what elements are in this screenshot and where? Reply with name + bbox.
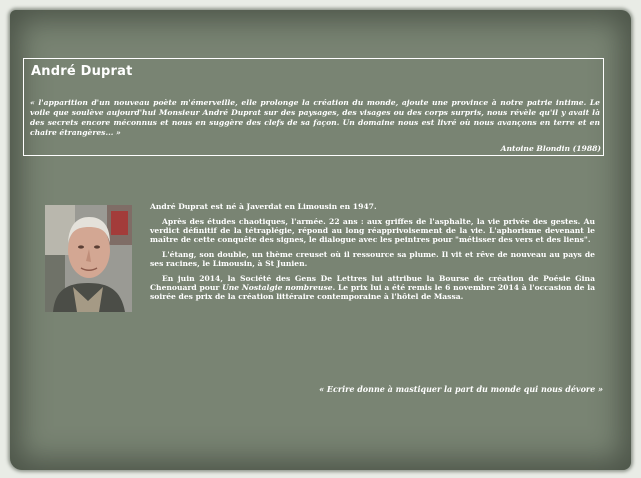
bio-prize-text-after: . Le prix lui a été remis le 6 novembre 2014 à l'occasion de la soirée des prix de la création littéraire contemporaine à l'hôtel de Massa. [150,283,596,301]
bio-prize-text-before: En juin 2014, la Société des Gens De Lettres lui attribue la Bourse de création de Poésie Gina Chenouard pour [150,274,595,292]
author-portrait [45,205,132,312]
biography [150,202,595,307]
book-title: Une Nostalgie nombreuse [222,283,333,292]
bio-birth: André Duprat est né à Javerdat en Limousin en 1947. [150,202,377,211]
bio-life: Après des études chaotiques, l'armée. 22 ans : aux griffes de l'asphalte, la vie privée des gestes. Au verdict définitif de la tétraplégie, répond au long réapprivoisement de la vie. L'aphorisme devenant le maître de cette conquête des signes, le dialogue avec les peintres pour "métisser des vers et des liens". [150,217,595,244]
bio-etang: L'étang, son double, un thème creuset où il ressource sa plume. Il vit et rêve de nouveau au pays de ses racines, le Limousin, à St Junien. [150,250,595,268]
quote-attribution: Antoine Blondin (1988) [500,144,601,153]
bio-prize [150,274,595,301]
author-name: André Duprat [31,64,133,79]
header-quote: « l'apparition d'un nouveau poète m'émerveille, elle prolonge la création du monde, ajoute une province à notre patrie intime. Le voile que soulève aujourd'hui Monsieur André Duprat sur des paysages, des visages ou des corps surpris, nous révèle qu'il y avait là des secrets encore méconnus et nous en suggère des clefs de sa façon. Un domaine nous est livré où nous avançons en terre et en chaire étrangères... » [30,98,600,137]
closing-motto: « Ecrire donne à mastiquer la part du monde qui nous dévore » [319,384,603,394]
